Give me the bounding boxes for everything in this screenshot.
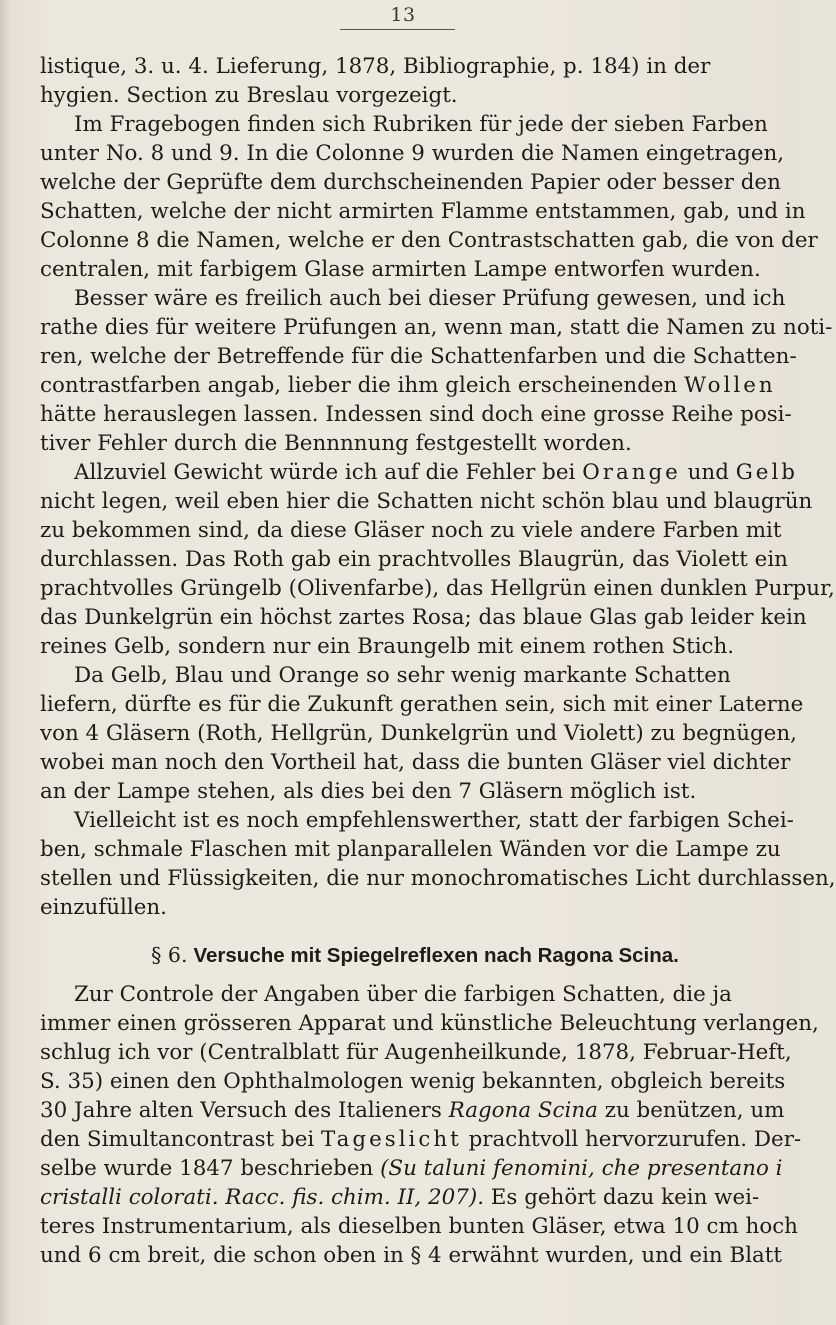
text-line: centralen, mit farbigem Glase armirten Lampe entworfen wurden. bbox=[40, 257, 761, 282]
text-line: hygien. Section zu Breslau vorgezeigt. bbox=[40, 83, 458, 108]
paragraph-7 bbox=[40, 980, 819, 1270]
page-number-rule bbox=[340, 29, 455, 30]
text-line bbox=[40, 1125, 802, 1154]
spaced-emphasis: Tageslicht bbox=[321, 1127, 462, 1152]
text-line: reines Gelb, sondern nur ein Braungelb mit einem rothen Stich. bbox=[40, 634, 735, 659]
spaced-emphasis: Wollen bbox=[684, 373, 776, 398]
text-line: hätte herauslegen lassen. Indessen sind doch eine grosse Reihe posi- bbox=[40, 402, 792, 427]
text-line: Im Fragebogen finden sich Rubriken für jede der sieben Farben bbox=[74, 112, 768, 137]
text-line: ren, welche der Betreffende für die Schattenfarben und die Schatten- bbox=[40, 344, 797, 369]
page-spine-shadow bbox=[0, 0, 10, 1325]
text-line: nicht legen, weil eben hier die Schatten nicht schön blau und blaugrün bbox=[40, 489, 813, 514]
text-line: Schatten, welche der nicht armirten Flamme entstammen, gab, und in bbox=[40, 199, 806, 224]
text-line: prachtvolles Grüngelb (Olivenfarbe), das Hellgrün einen dunklen Purpur, bbox=[40, 576, 835, 601]
text-line bbox=[40, 1096, 785, 1125]
text-line: teres Instrumentarium, als dieselben bunten Gläser, etwa 10 cm hoch bbox=[40, 1214, 798, 1239]
text-line: S. 35) einen den Ophthalmologen wenig bekannten, obgleich bereits bbox=[40, 1069, 786, 1094]
text-line: Colonne 8 die Namen, welche er den Contrastschatten gab, die von der bbox=[40, 228, 818, 253]
text-line: schlug ich vor (Centralblatt für Augenheilkunde, 1878, Februar-Heft, bbox=[40, 1040, 792, 1065]
text-segment: Allzuviel Gewicht würde ich auf die Fehler bei bbox=[74, 460, 583, 485]
text-segment: selbe wurde 1847 beschrieben bbox=[40, 1156, 381, 1181]
paragraph-1 bbox=[40, 52, 778, 110]
paragraph-3 bbox=[40, 284, 833, 458]
text-line: Vielleicht ist es noch empfehlenswerther, statt der farbigen Schei- bbox=[74, 808, 794, 833]
text-line: listique, 3. u. 4. Lieferung, 1878, Bibliographie, p. 184) in der bbox=[40, 54, 711, 79]
text-line: unter No. 8 und 9. In die Colonne 9 wurden die Namen eingetragen, bbox=[40, 141, 785, 166]
text-line: liefern, dürfte es für die Zukunft gerathen sein, sich mit einer Laterne bbox=[40, 692, 804, 717]
paragraph-2 bbox=[40, 110, 818, 284]
text-line: immer einen grösseren Apparat und künstliche Beleuchtung verlangen, bbox=[40, 1011, 819, 1036]
text-line bbox=[40, 1183, 778, 1212]
section-title: Versuche mit Spiegelreflexen nach Ragona Scina. bbox=[193, 944, 679, 967]
section-number: § 6. bbox=[151, 943, 188, 967]
text-line: stellen und Flüssigkeiten, die nur monochromatisches Licht durchlassen, bbox=[40, 866, 836, 891]
body-text bbox=[40, 52, 836, 1270]
text-line: wobei man noch den Vortheil hat, dass die bunten Gläser viel dichter bbox=[40, 750, 791, 775]
text-segment: 30 Jahre alten Versuch des Italieners bbox=[40, 1098, 449, 1123]
text-line: Besser wäre es freilich auch bei dieser Prüfung gewesen, und ich bbox=[74, 286, 786, 311]
text-line: tiver Fehler durch die Bennnnung festgestellt worden. bbox=[40, 431, 632, 456]
text-line: zu bekommen sind, da diese Gläser noch zu viele andere Farben mit bbox=[40, 518, 782, 543]
text-line bbox=[40, 371, 778, 400]
text-segment: und bbox=[680, 460, 736, 485]
italic-name: Ragona Scina bbox=[448, 1098, 598, 1123]
spaced-emphasis: Orange bbox=[582, 460, 681, 485]
text-segment: den Simultancontrast bei bbox=[40, 1127, 322, 1152]
page-number: 13 bbox=[390, 4, 416, 26]
text-line: und 6 cm breit, die schon oben in § 4 erwähnt wurden, und ein Blatt bbox=[40, 1243, 782, 1268]
spaced-emphasis: Gelb bbox=[735, 460, 798, 485]
text-line bbox=[40, 1154, 783, 1183]
text-segment: prachtvoll hervorzurufen. Der- bbox=[461, 1127, 802, 1152]
section-heading bbox=[40, 941, 778, 970]
text-segment: zu benützen, um bbox=[597, 1098, 785, 1123]
paragraph-4 bbox=[40, 458, 835, 661]
italic-citation: (Su taluni fenomini, che presentano i bbox=[380, 1156, 783, 1181]
text-line: an der Lampe stehen, als dies bei den 7 Gläsern möglich ist. bbox=[40, 779, 697, 804]
text-line: ben, schmale Flaschen mit planparallelen Wänden vor die Lampe zu bbox=[40, 837, 781, 862]
text-line: von 4 Gläsern (Roth, Hellgrün, Dunkelgrün und Violett) zu begnügen, bbox=[40, 721, 797, 746]
text-line: welche der Geprüfte dem durchscheinenden Papier oder besser den bbox=[40, 170, 781, 195]
text-line: Zur Controle der Angaben über die farbigen Schatten, die ja bbox=[74, 982, 732, 1007]
text-line: Da Gelb, Blau und Orange so sehr wenig markante Schatten bbox=[74, 663, 731, 688]
text-line: einzufüllen. bbox=[40, 895, 167, 920]
text-line: rathe dies für weitere Prüfungen an, wenn man, statt die Namen zu noti- bbox=[40, 315, 833, 340]
text-line: durchlassen. Das Roth gab ein prachtvolles Blaugrün, das Violett ein bbox=[40, 547, 788, 572]
paragraph-6 bbox=[40, 806, 836, 922]
text-line bbox=[40, 458, 798, 487]
paragraph-5 bbox=[40, 661, 804, 806]
text-line: das Dunkelgrün ein höchst zartes Rosa; das blaue Glas gab leider kein bbox=[40, 605, 807, 630]
italic-citation: cristalli colorati. Racc. fis. chim. II, 207). bbox=[40, 1185, 484, 1210]
text-segment: Es gehört dazu kein wei- bbox=[484, 1185, 760, 1210]
text-segment: contrastfarben angab, lieber die ihm gleich erscheinenden bbox=[40, 373, 685, 398]
